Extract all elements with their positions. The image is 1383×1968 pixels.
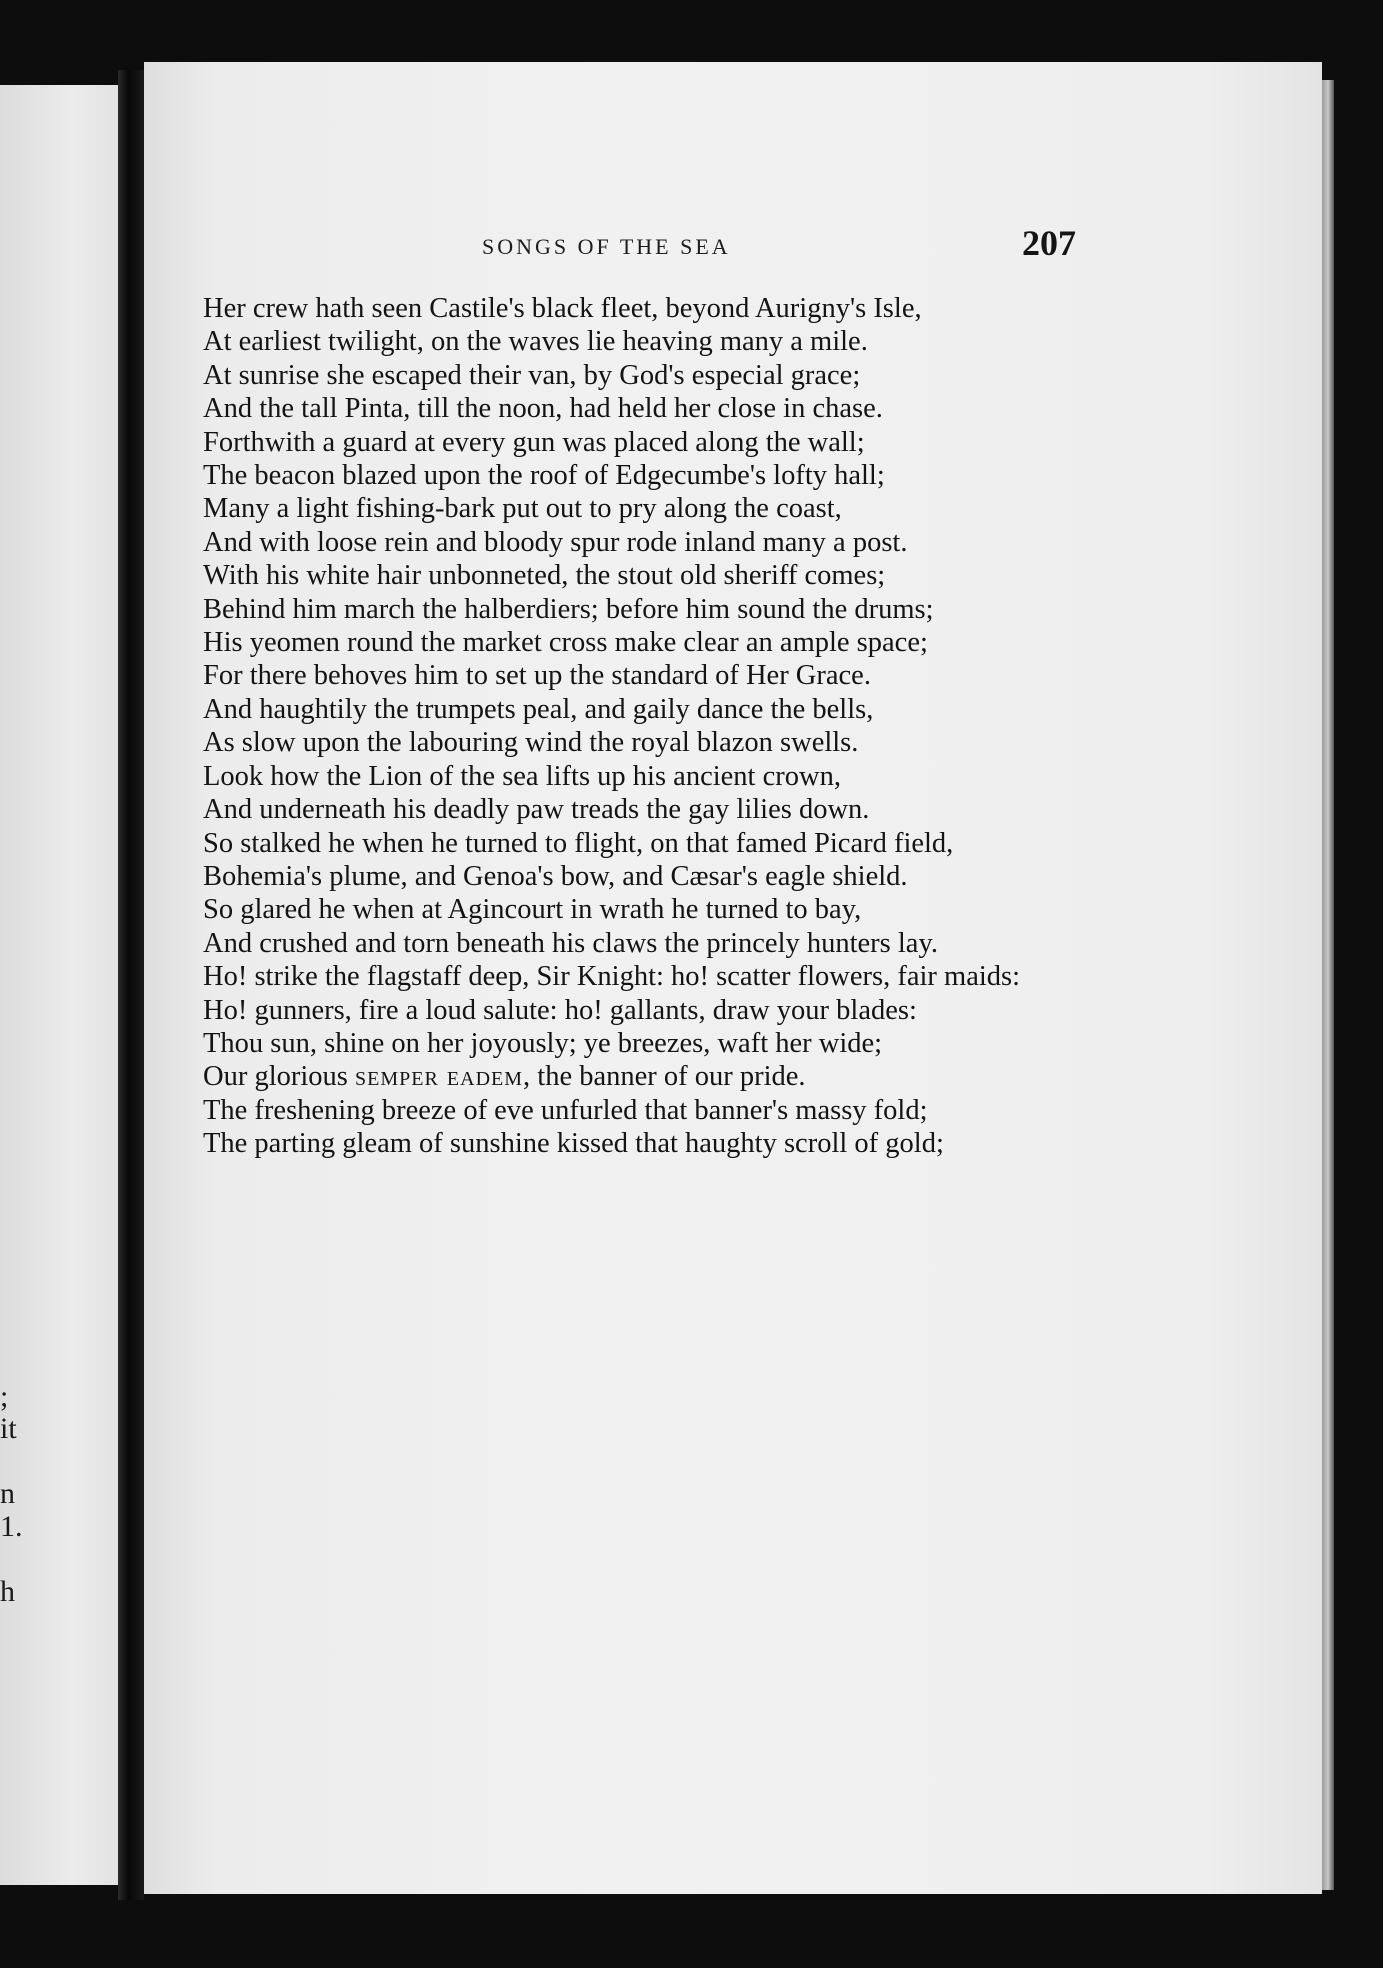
left-page-fragment: it <box>0 1412 17 1445</box>
verse-line: Ho! strike the flagstaff deep, Sir Knight: ho! scatter flowers, fair maids: <box>203 961 1021 993</box>
poem-body <box>203 292 1085 1161</box>
verse-line: And haughtily the trumpets peal, and gaily dance the bells, <box>203 693 874 725</box>
verse-line: Forthwith a guard at every gun was placed along the wall; <box>203 426 865 458</box>
left-page-fragment: 1. <box>0 1510 23 1543</box>
page-number: 207 <box>1022 223 1076 263</box>
left-page-fragment: ; <box>0 1380 9 1413</box>
verse-line: Ho! gunners, fire a loud salute: ho! gallants, draw your blades: <box>203 994 917 1026</box>
verse-line: As slow upon the labouring wind the royal blazon swells. <box>203 727 859 759</box>
motto-small-caps: semper eadem <box>355 1061 524 1093</box>
verse-line <box>203 1060 1085 1093</box>
verse-line: And the tall Pinta, till the noon, had held her close in chase. <box>203 393 883 425</box>
verse-line: And with loose rein and bloody spur rode inland many a post. <box>203 526 908 558</box>
page-edge-shadow <box>1322 80 1334 1890</box>
verse-line: Thou sun, shine on her joyously; ye breezes, waft her wide; <box>203 1027 883 1059</box>
left-page-fragment: n <box>0 1477 15 1510</box>
left-page-fragment: h <box>0 1575 15 1608</box>
verse-line: Her crew hath seen Castile's black fleet, beyond Aurigny's Isle, <box>203 293 922 324</box>
running-head <box>346 223 1076 268</box>
verse-line: The freshening breeze of eve unfurled that banner's massy fold; <box>203 1094 928 1126</box>
verse-line: The beacon blazed upon the roof of Edgecumbe's lofty hall; <box>203 460 885 492</box>
verse-line: Bohemia's plume, and Genoa's bow, and Cæsar's eagle shield. <box>203 860 908 892</box>
verse-line: For there behoves him to set up the standard of Her Grace. <box>203 660 871 692</box>
verse-line: Behind him march the halberdiers; before him sound the drums; <box>203 593 934 625</box>
verse-line: At sunrise she escaped their van, by God's especial grace; <box>203 359 861 391</box>
verse-line: His yeomen round the market cross make clear an ample space; <box>203 627 928 659</box>
verse-line: So stalked he when he turned to flight, on that famed Picard field, <box>203 827 954 859</box>
verse-line: At earliest twilight, on the waves lie heaving many a mile. <box>203 326 868 358</box>
verse-line: And underneath his deadly paw treads the gay lilies down. <box>203 794 870 826</box>
verse-line: With his white hair unbonneted, the stout old sheriff comes; <box>203 560 886 592</box>
verse-line: The parting gleam of sunshine kissed that haughty scroll of gold; <box>203 1128 944 1160</box>
verse-line: Look how the Lion of the sea lifts up his ancient crown, <box>203 760 841 792</box>
left-page-edge <box>0 85 120 1885</box>
verse-line: So glared he when at Agincourt in wrath he turned to bay, <box>203 894 862 926</box>
verse-text: Our glorious semper eadem, the banner of our pride. <box>203 1061 806 1093</box>
verse-line: Many a light fishing-bark put out to pry along the coast, <box>203 493 842 525</box>
verse-line: And crushed and torn beneath his claws the princely hunters lay. <box>203 927 938 959</box>
running-title: SONGS OF THE SEA <box>482 234 731 259</box>
book-spine-shadow <box>118 70 144 1900</box>
